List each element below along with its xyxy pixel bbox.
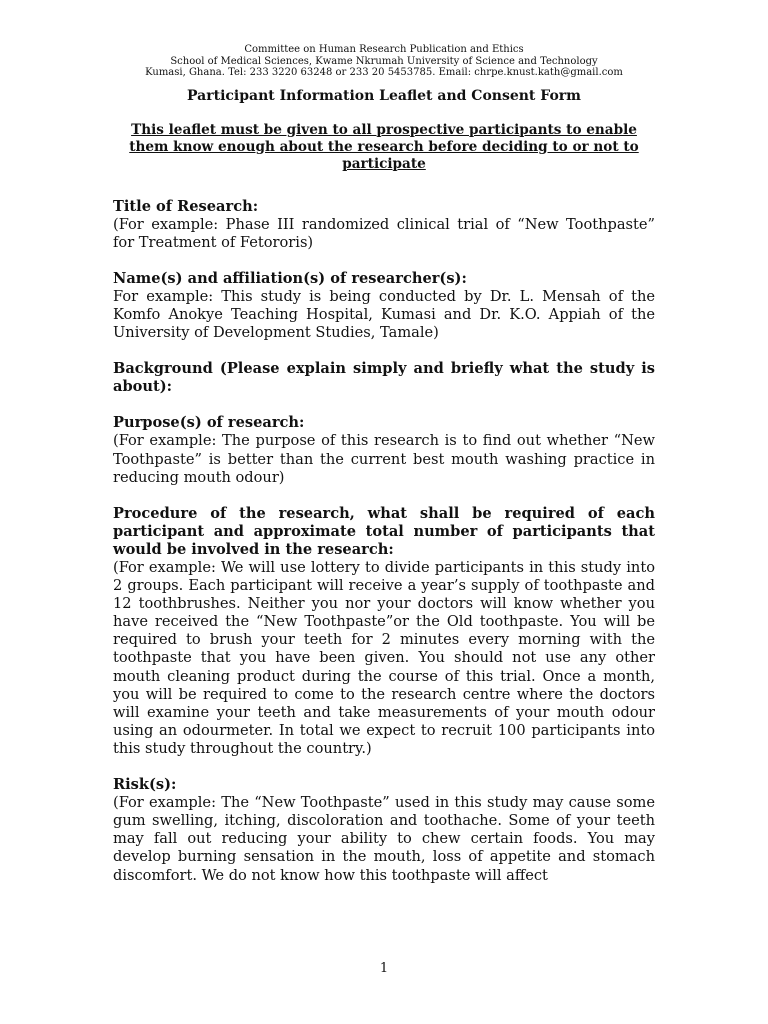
section-purpose (113, 414, 655, 486)
section-body: (For example: The “New Toothpaste” used in this study may cause some gum swelling, itching, discoloration and toothache. Some of your teeth may fall out reducing your ability to chew certain foods. You may develop burning sensation in the mouth, loss of appetite and stomach discomfort. We do not know how this toothpaste will affect (113, 794, 655, 884)
header-school-name: School of Medical Sciences, Kwame Nkrumah University of Science and Technology (170, 55, 598, 67)
committee-header (113, 44, 655, 79)
header-contact: Kumasi, Ghana. Tel: 233 3220 63248 or 233 20 5453785. Email: chrpe.knust.kath@gmail.com (145, 67, 623, 78)
document-page (113, 44, 655, 885)
section-heading: Purpose(s) of research: (113, 414, 305, 432)
section-risks (113, 776, 655, 885)
section-heading: Name(s) and affiliation(s) of researcher(s): (113, 269, 467, 287)
header-committee-name: Committee on Human Research Publication and Ethics (244, 44, 524, 55)
document-title: Participant Information Leaflet and Consent Form (187, 87, 581, 104)
section-heading: Background (Please explain simply and briefly what the study is about): (113, 360, 655, 396)
section-background (113, 360, 655, 396)
section-title-of-research (113, 198, 655, 252)
section-researchers (113, 270, 655, 342)
section-heading: Risk(s): (113, 776, 177, 794)
section-procedure (113, 505, 655, 758)
section-body: (For example: Phase III randomized clinical trial of “New Toothpaste” for Treatment of Fetororis) (113, 215, 655, 251)
section-body: For example: This study is being conducted by Dr. L. Mensah of the Komfo Anokye Teaching Hospital, Kumasi and Dr. K.O. Appiah of the University of Development Studies, Tamale) (113, 287, 655, 342)
section-body: (For example: The purpose of this research is to find out whether “New Toothpaste” is better than the current best mouth washing practice in reducing mouth odour) (113, 432, 655, 486)
section-body: (For example: We will use lottery to divide participants in this study into 2 groups. Each participant will receive a year’s supply of toothpaste and 12 toothbrushes. Neither you nor your doctors will know whether you have received the “New Toothpaste”or the Old toothpaste. You will be required to brush your teeth for 2 minutes every morning with the toothpaste that you have been given. You should not use any other mouth cleaning product during the course of this trial. Once a month, you will be required to come to the research centre where the doctors will examine your teeth and take measurements of your mouth odour using an odourmeter. In total we expect to recruit 100 participants into this study throughout the country.) (113, 559, 655, 757)
page-number: 1 (379, 961, 389, 976)
leaflet-notice: This leaflet must be given to all prospective participants to enable them know enough about the research before deciding to or not to participate (129, 121, 639, 172)
section-heading: Title of Research: (113, 197, 259, 215)
section-heading: Procedure of the research, what shall be required of each participant and approximate total number of participants that would be involved in the research: (113, 504, 655, 558)
